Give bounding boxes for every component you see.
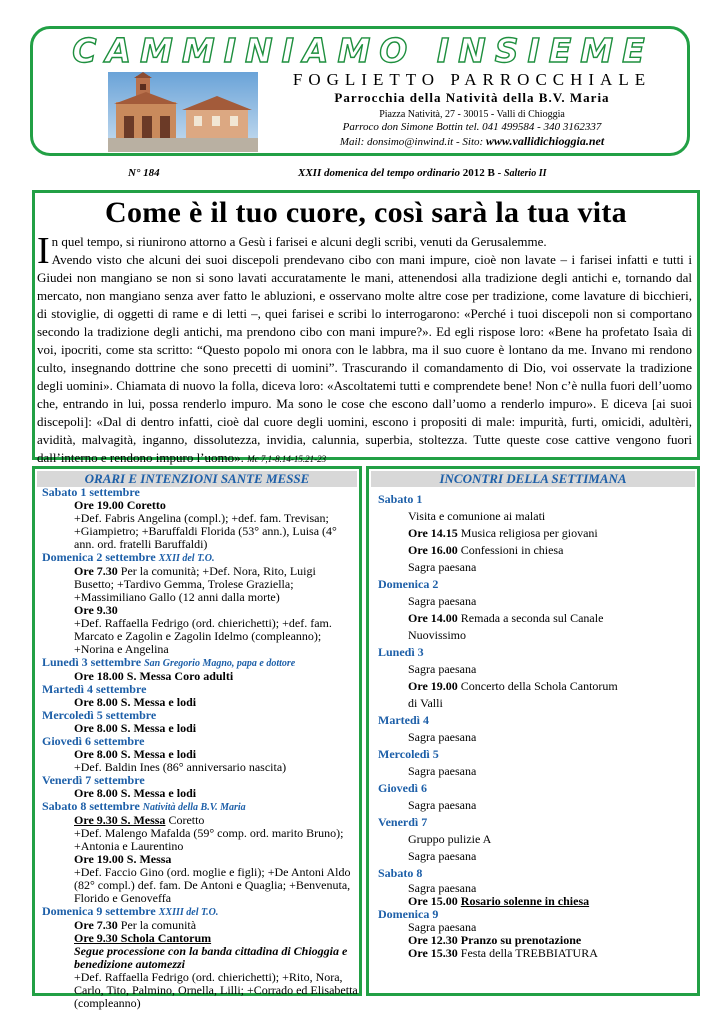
mass-day	[42, 800, 358, 814]
event-day: Domenica 9	[378, 907, 439, 921]
event-item	[378, 848, 696, 865]
mass-day-label: Sabato 1 settembre	[42, 485, 140, 499]
mass-time-label: Ore 19.00 Coretto	[74, 498, 166, 512]
event-text: Festa della TREBBIATURA	[457, 946, 598, 960]
masses-list	[42, 486, 358, 1010]
gospel-body-text: Avendo visto che alcuni dei suoi discepoli prendevano cibo con mani impure, cioè non lavate – i farisei infatti e tutti i Giudei non mangiano se non si sono lavati accuratamente le mani, attenendosi alla tradizione degli antichi e, tornando dal mercato, non mangiano senza aver fatto le abluzioni, e osservano molte altre cose per tradizione, come lavature di bicchieri, di stoviglie, di oggetti di rame e di letti –, quei farisei e scribi lo interrogarono: «Perché i tuoi discepoli non si comportano secondo la tradizione degli antichi, ma prendono cibo con mani impure?». Ed egli rispose loro: «Bene ha profetato Isaìa di voi, ipocriti, come sta scritto: “Questo popolo mi onora con le labbra, ma il suo cuore è lontano da me. Invano mi rendono culto, insegnando dottrine che sono precetti di uomini”. Trascurando il comandamento di Dio, voi osservate la tradizione degli uomini». Chiamata di nuovo la folla, diceva loro: «Ascoltatemi tutti e comprendete bene! Non c’è nulla fuori dell’uomo che, entrando in lui, possa renderlo impuro. Ma sono le cose che escono dall’uomo a renderlo impuro». E diceva [ai suoi discepoli]: «Dal di dentro infatti, cioè dal cuore degli uomini, escono i propositi di male: impurità, furti, omicidi, adultèri, avidità, malvagità, inganno, dissolutezza, invidia, calunnia, superbia, stoltezza. Tutte queste cose cattive vengono fuori dall’interno e rendono impuro l’uomo».	[37, 252, 692, 465]
masthead-title: CAMMINIAMO INSIEME	[72, 31, 654, 70]
event-day: Sabato 8	[378, 866, 423, 880]
event-time: Ore 15.00	[408, 894, 461, 908]
event-time: Ore 14.00	[408, 611, 458, 625]
event-text: di Valli	[408, 696, 443, 710]
mass-time-rest: Per la comunità	[117, 918, 197, 932]
event-text: Visita e comunione ai malati	[408, 509, 546, 523]
mass-time-label: Ore 8.00 S. Messa e lodi	[74, 747, 197, 761]
event-item	[378, 559, 696, 576]
mass-day	[42, 551, 358, 565]
site-link[interactable]: www.vallidichioggia.net	[485, 134, 605, 148]
issue-salterio: Salterio II	[503, 168, 547, 179]
event-item	[378, 695, 696, 712]
event-day: Martedì 4	[378, 713, 429, 727]
mass-intention: +Def. Baldin Ines (86° anniversario nascita)	[74, 760, 287, 774]
mass-day-label: Domenica 2 settembre	[42, 550, 156, 564]
parish-name: Parrocchia della Natività della B.V. Maria	[334, 90, 610, 105]
procession-note	[42, 945, 358, 971]
mass-day-note: San Gregorio Magno, papa e dottore	[144, 658, 296, 669]
issue-number: N° 184	[128, 167, 160, 179]
event-time: Ore 15.30	[408, 946, 458, 960]
gospel-body	[37, 251, 692, 468]
gospel-dropcap: I	[37, 230, 50, 272]
parish-address: Piazza Natività, 27 - 30015 - Valli di Chioggia	[379, 109, 565, 120]
mass-time-label: Ore 9.30 S. Messa	[74, 813, 166, 827]
event-day: Mercoledì 5	[378, 747, 439, 761]
gospel-first-line: n quel tempo, si riunirono attorno a Gesù i farisei e alcuni degli scribi, venuti da Gerusalemme.	[51, 234, 547, 249]
event-text: Gruppo pulizie A	[408, 832, 492, 846]
event-time: Ore 19.00	[408, 679, 458, 693]
masses-header: ORARI E INTENZIONI SANTE MESSE	[37, 471, 357, 487]
event-item	[378, 729, 696, 746]
mass-intention: +Def. Raffaella Fedrigo (ord. chierichetti); +Rito, Nora, Carlo, Tito, Palmino, Ornella, Lilli; +Corrado ed Elisabetta (compleanno)	[74, 970, 358, 1010]
issue-year: 2012 B	[462, 167, 495, 179]
mass-time-label: Ore 19.00 S. Messa	[74, 852, 172, 866]
event-text: Sagra paesana	[408, 920, 477, 934]
mail-text: Mail: donsimo@inwind.it - Sito:	[339, 136, 486, 148]
mass-day-label: Martedì 4 settembre	[42, 682, 147, 696]
event-time: Ore 12.30 Pranzo su prenotazione	[408, 933, 582, 947]
event-item	[378, 797, 696, 814]
event-item	[378, 661, 696, 678]
event-time: Ore 16.00	[408, 543, 458, 557]
procession-text: Segue processione con la banda cittadina di Chioggia e benedizione automezzi	[74, 944, 348, 971]
event-day: Giovedì 6	[378, 781, 428, 795]
event-text: Sagra paesana	[408, 849, 477, 863]
event-text: Sagra paesana	[408, 560, 477, 574]
event-day: Lunedì 3	[378, 645, 424, 659]
mass-time-label: Ore 7.30	[74, 564, 118, 578]
mass-time-rest: Coretto	[165, 813, 205, 827]
mass-time-label: Ore 18.00 S. Messa Coro adulti	[74, 669, 234, 683]
event-time: Ore 14.15	[408, 526, 458, 540]
mass-time-label: Ore 8.00 S. Messa e lodi	[74, 721, 197, 735]
event-item	[378, 678, 696, 695]
mass-time-label: Ore 8.00 S. Messa e lodi	[74, 695, 197, 709]
event-text: Sagra paesana	[408, 881, 477, 895]
event-text: Concerto della Schola Cantorum	[457, 679, 618, 693]
event-item	[378, 831, 696, 848]
mass-time-label: Ore 7.30	[74, 918, 118, 932]
event-item	[378, 610, 696, 627]
event-text: Musica religiosa per giovani	[457, 526, 598, 540]
gospel-reference: Mc 7,1-8.14-15.21-23	[247, 454, 327, 464]
mass-day-label: Giovedì 6 settembre	[42, 734, 145, 748]
event-text: Sagra paesana	[408, 662, 477, 676]
mass-time-label: Ore 9.30 Schola Cantorum	[74, 931, 212, 945]
events-header: INCONTRI DELLA SETTIMANA	[371, 471, 695, 487]
issue-sunday: XXII domenica del tempo ordinario 2012 B - Salterio II	[298, 167, 547, 179]
mass-time-label: Ore 9.30	[74, 603, 118, 617]
event-day: Sabato 1	[378, 492, 423, 506]
event-text: Sagra paesana	[408, 594, 477, 608]
mass-time-label: Ore 8.00 S. Messa e lodi	[74, 786, 197, 800]
mass-time	[42, 565, 358, 604]
event-text: Sagra paesana	[408, 798, 477, 812]
church-photo	[108, 72, 258, 152]
event-text: Nuovissimo	[408, 628, 467, 642]
mass-intention: +Def. Faccio Gino (ord. moglie e figli); +De Antoni Aldo (82° compl.) def. fam. De Antoni e Quaglia; +Benvenuta, Florido e Genoveffa	[74, 865, 351, 905]
event-item	[378, 593, 696, 610]
event-item	[378, 525, 696, 542]
event-day: Venerdì 7	[378, 815, 428, 829]
event-item	[378, 627, 696, 644]
event-text: Sagra paesana	[408, 730, 477, 744]
mass-intention: +Def. Malengo Mafalda (59° comp. ord. marito Bruno); +Antonia e Laurentino	[74, 826, 344, 853]
mass-day-note: XXII del T.O.	[158, 553, 215, 564]
event-item	[378, 947, 696, 960]
mass-day-label: Mercoledì 5 settembre	[42, 708, 157, 722]
event-item	[378, 542, 696, 559]
newsletter-subtitle: FOGLIETTO PARROCCHIALE	[292, 70, 652, 89]
mass-day-label: Venerdì 7 settembre	[42, 773, 145, 787]
issue-sunday-text: XXII domenica del tempo ordinario	[298, 167, 460, 179]
mass-time-rest: Per la comunità; +Def. Nora, Rito, Luigi Busetto; +Tardivo Gemma, Trolese Graziella; +Massimiliano Gallo (12 anni dalla morte)	[74, 564, 316, 604]
mass-day-label: Domenica 9 settembre	[42, 904, 156, 918]
gospel-title: Come è il tuo cuore, così sarà la tua vita	[105, 196, 627, 229]
event-text: Confessioni in chiesa	[457, 543, 564, 557]
mass-day-note: XXIII del T.O.	[158, 907, 219, 918]
gospel-text	[37, 230, 692, 468]
event-text: Sagra paesana	[408, 764, 477, 778]
mass-intention: +Def. Fabris Angelina (compl.); +def. fam. Trevisan; +Giampietro; +Baruffaldi Florida (53° ann.), Luisa (4° ann. ord. fratelli Baruffaldi)	[74, 511, 337, 551]
events-list	[378, 491, 696, 960]
event-day: Domenica 2	[378, 577, 439, 591]
priest-contact: Parroco don Simone Bottin tel. 041 499584 - 340 3162337	[342, 121, 602, 133]
event-highlight: Rosario solenne in chiesa	[460, 894, 590, 908]
mass-day-note: Natività della B.V. Maria	[142, 802, 246, 813]
event-item	[378, 508, 696, 525]
mass-day-label: Sabato 8 settembre	[42, 799, 140, 813]
mass-day	[42, 656, 358, 670]
mass-day	[42, 905, 358, 919]
event-item	[378, 763, 696, 780]
event-text: Remada a seconda sul Canale	[457, 611, 604, 625]
mail-line	[262, 134, 682, 149]
mass-intention: +Def. Raffaella Fedrigo (ord. chierichetti); +def. fam. Marcato e Zagolin e Zagolin Idelmo (compleanno); +Norina e Angelina	[74, 616, 332, 656]
mass-day-label: Lunedì 3 settembre	[42, 655, 142, 669]
